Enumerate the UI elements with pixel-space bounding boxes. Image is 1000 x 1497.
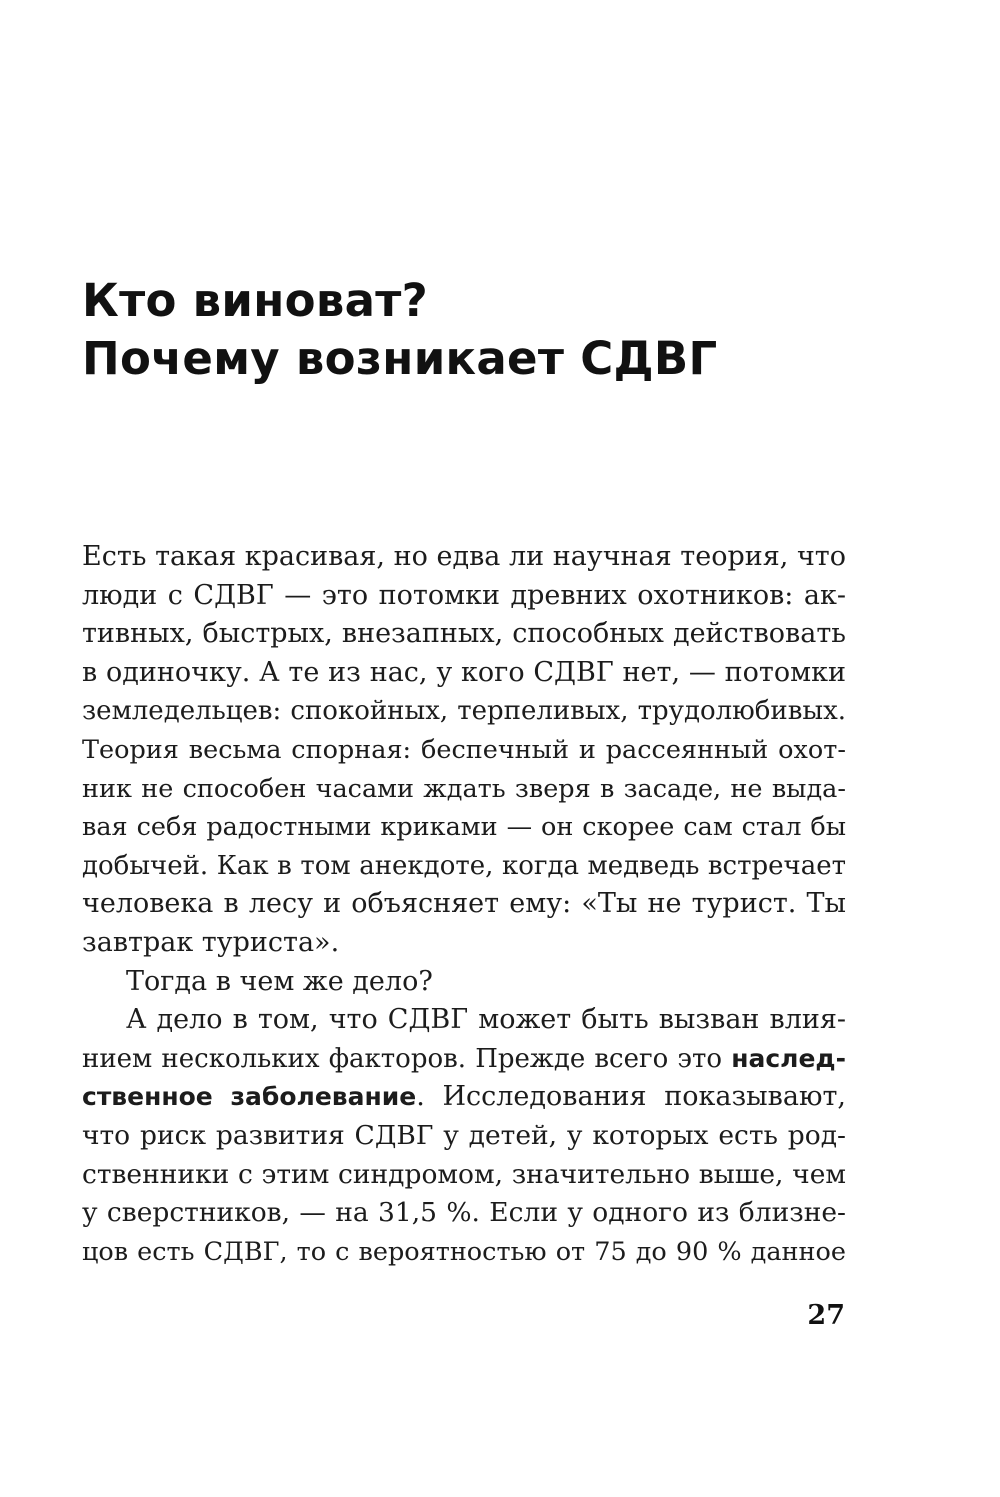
text-line: добычей. Как в том анекдоте, когда медведь встречает — [82, 850, 846, 881]
paragraph-2 — [82, 963, 846, 1002]
chapter-title-line-2: Почему возникает СДВГ — [82, 332, 718, 385]
text-line: ственники с этим синдромом, значительно выше, чем — [82, 1158, 846, 1190]
text-line: вая себя радостными криками — он скорее сам стал бы — [82, 812, 846, 843]
text-line: человека в лесу и объясняет ему: «Ты не турист. Ты — [82, 888, 846, 920]
text-line: завтрак туриста». — [82, 926, 340, 958]
page-number: 27 — [807, 1300, 845, 1331]
text-fragment: . Исследования показывают, — [416, 1081, 846, 1113]
chapter-title-line-1: Кто виноват? — [82, 274, 429, 327]
text-line: ник не способен часами ждать зверя в засаде, не выда- — [82, 773, 846, 804]
text-line: тивных, быстрых, внезапных, способных действовать — [82, 618, 846, 650]
text-line: люди с СДВГ — это потомки древних охотников: ак- — [82, 579, 846, 611]
text-line: Тогда в чем же дело? — [126, 965, 433, 997]
text-line — [82, 1078, 846, 1117]
paragraph-1 — [82, 538, 846, 963]
paragraph-3 — [82, 1001, 846, 1271]
text-line: земледельцев: спокойных, терпеливых, трудолюбивых. — [82, 696, 846, 727]
text-line: А дело в том, что СДВГ может быть вызван влия- — [126, 1004, 846, 1036]
text-line: цов есть СДВГ, то с вероятностью от 75 до 90 % данное — [82, 1236, 846, 1267]
chapter-title — [82, 272, 718, 388]
text-line: у сверстников, — на 31,5 %. Если у одного из близне- — [82, 1197, 846, 1229]
text-line: Теория весьма спорная: беспечный и рассеянный охот- — [82, 734, 846, 765]
emphasis-term: наслед- — [731, 1043, 846, 1073]
text-line: что риск развития СДВГ у детей, у которых есть род- — [82, 1119, 846, 1151]
text-line — [82, 1040, 846, 1079]
body-text — [82, 538, 846, 1271]
text-line: Есть такая красивая, но едва ли научная теория, что — [82, 541, 846, 572]
text-fragment: нием нескольких факторов. Прежде всего это — [82, 1043, 732, 1074]
text-line: в одиночку. А те из нас, у кого СДВГ нет, — потомки — [82, 656, 846, 688]
emphasis-term: ственное заболевание — [82, 1082, 417, 1112]
